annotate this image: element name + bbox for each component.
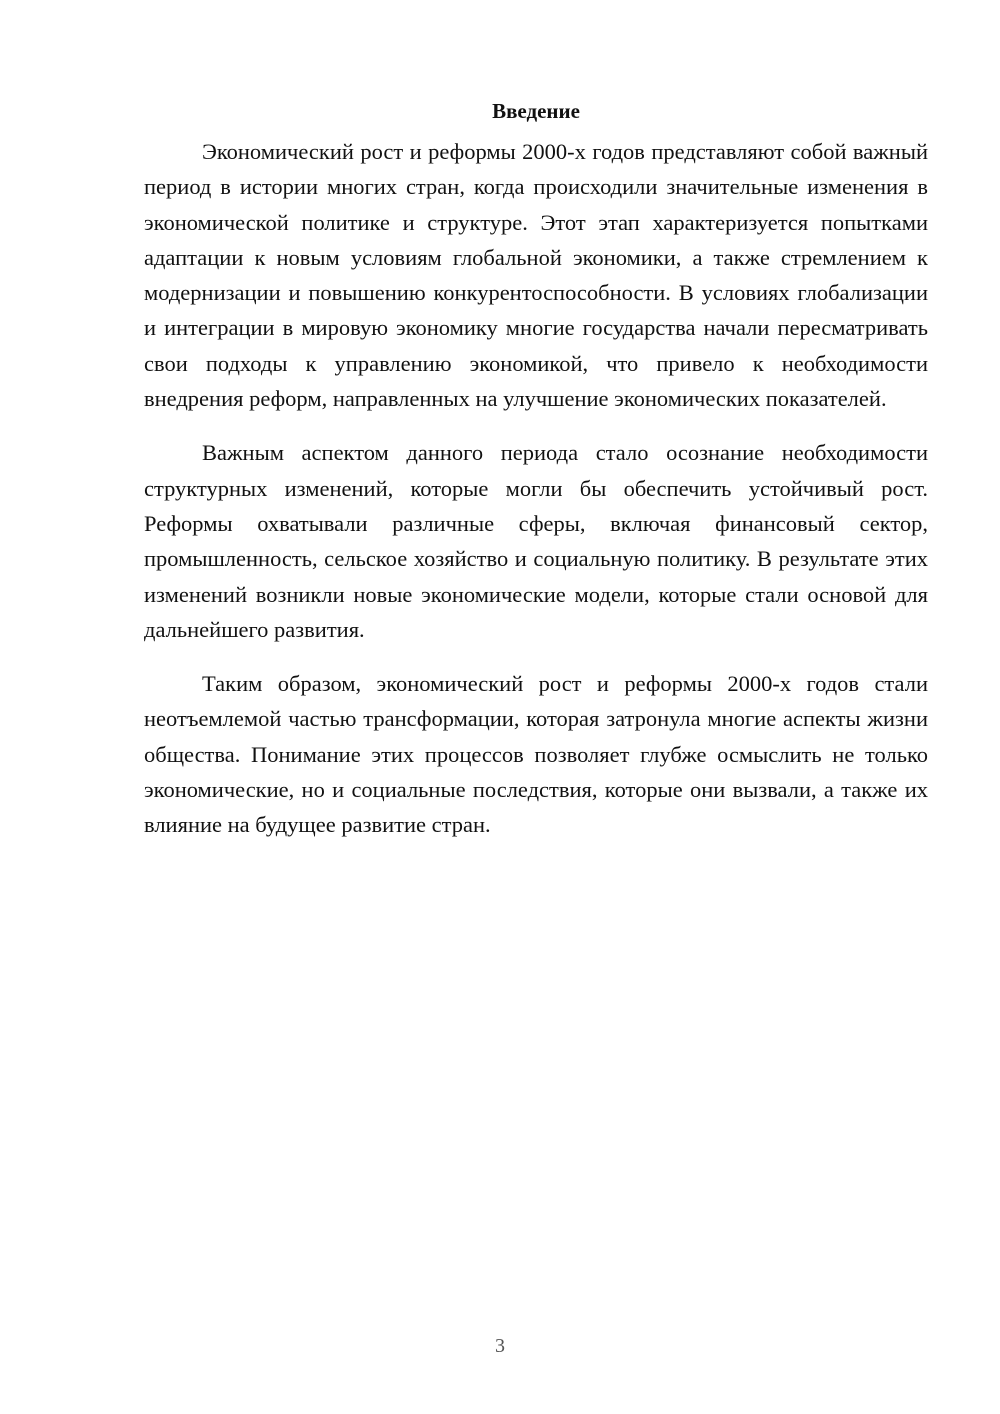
section-title: Введение — [492, 99, 580, 123]
page-content — [144, 96, 928, 862]
page-number: 3 — [495, 1335, 505, 1357]
paragraph-3: Таким образом, экономический рост и реформы 2000-х годов стали неотъемлемой частью трансформации, которая затронула многие аспекты жизни общества. Понимание этих процессов позволяет глубже осмыслить не только экономические, но и социальные последствия, которые они вызвали, а также их влияние на будущее развитие стран. — [144, 671, 928, 838]
paragraph-2: Важным аспектом данного периода стало осознание необходимости структурных изменений, которые могли бы обеспечить устойчивый рост. Реформы охватывали различные сферы, включая финансовый сектор, промышленность, сельское хозяйство и социальную политику. В результате этих изменений возникли новые экономические модели, которые стали основой для дальнейшего развития. — [144, 440, 928, 642]
paragraph-1: Экономический рост и реформы 2000-х годов представляют собой важный период в истории многих стран, когда происходили значительные изменения в экономической политике и структуре. Этот этап характеризуется попытками адаптации к новым условиям глобальной экономики, а также стремлением к модернизации и повышению конкурентоспособности. В условиях глобализации и интеграции в мировую экономику многие государства начали пересматривать свои подходы к управлению экономикой, что привело к необходимости внедрения реформ, направленных на улучшение экономических показателей. — [144, 139, 928, 412]
